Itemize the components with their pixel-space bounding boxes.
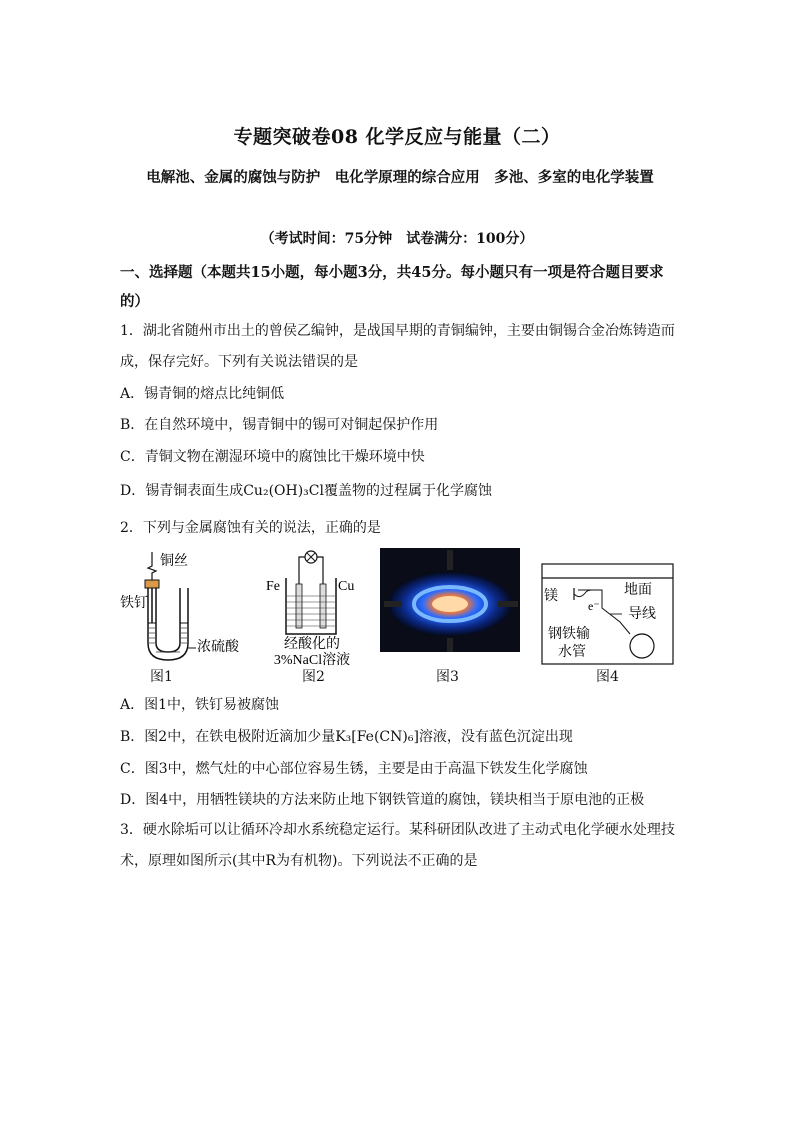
question-2-option-a: A．图1中，铁钉易被腐蚀 (120, 697, 280, 713)
question-2-stem: 2．下列与金属腐蚀有关的说法，正确的是 (120, 520, 381, 536)
figure-3 (380, 548, 520, 688)
figure-2 (266, 548, 378, 688)
question-1-option-c: C．青铜文物在潮湿环境中的腐蚀比干燥环境中快 (120, 449, 425, 465)
figure-1-label: 图1 (150, 669, 173, 685)
figure-1-copper-wire: 铜丝 (160, 554, 188, 569)
figure-2-solution-line-1: 经酸化的 (284, 637, 340, 652)
question-2-option-b: B．图2中，在铁电极附近滴加少量K₃[Fe(CN)₆]溶液，没有蓝色沉淀出现 (120, 729, 573, 745)
figure-2-label: 图2 (302, 669, 325, 685)
figure-row (118, 548, 678, 688)
question-2-option-c: C．图3中，燃气灶的中心部位容易生锈，主要是由于高温下铁发生化学腐蚀 (120, 761, 588, 777)
figure-1-diagram (118, 548, 258, 666)
exam-info: （考试时间：75分钟 试卷满分：100分） (260, 231, 534, 247)
figure-1 (118, 548, 258, 688)
question-2-option-d: D．图4中，用牺牲镁块的方法来防止地下钢铁管道的腐蚀，镁块相当于原电池的正极 (120, 792, 645, 808)
question-1-option-d: D．锡青铜表面生成Cu₂(OH)₃Cl覆盖物的过程属于化学腐蚀 (120, 483, 492, 499)
figure-2-cu-label: Cu (338, 579, 355, 594)
figure-2-fe-label: Fe (266, 579, 280, 594)
figure-1-acid: 浓硫酸 (197, 640, 239, 655)
section-heading: 一、选择题（本题共15小题，每小题3分，共45分。每小题只有一项是符合题目要求的） (120, 264, 664, 310)
figure-2-solution-line-2: 3%NaCl溶液 (273, 653, 351, 666)
question-1-option-b: B．在自然环境中，锡青铜中的锡可对铜起保护作用 (120, 417, 439, 433)
question-3-stem: 3．硬水除垢可以让循环冷却水系统稳定运行。某科研团队改进了主动式电化学硬水处理技术，原理如图所示(其中R为有机物)。下列说法不正确的是 (120, 822, 675, 869)
figure-4-wire-label: 导线 (628, 607, 656, 622)
page-title: 专题突破卷08 化学反应与能量（二） (233, 126, 561, 148)
figure-4-pipe-line-1: 钢铁输 (548, 627, 590, 642)
question-1-stem: 1．湖北省随州市出土的曾侯乙编钟，是战国早期的青铜编钟，主要由铜锡合金冶炼铸造而成，保存完好。下列有关说法错误的是 (120, 323, 675, 370)
gas-burner-photo (380, 548, 520, 652)
question-1-option-a: A．锡青铜的熔点比纯铜低 (120, 386, 285, 402)
page-subtitle: 电解池、金属的腐蚀与防护 电化学原理的综合应用 多池、多室的电化学装置 (146, 169, 654, 186)
figure-4-diagram (540, 548, 678, 666)
figure-4 (540, 548, 678, 688)
figure-4-label: 图4 (596, 669, 619, 685)
figure-4-mg-label: 镁 (544, 589, 558, 604)
figure-2-diagram (266, 548, 378, 666)
figure-4-pipe-line-2: 水管 (558, 645, 586, 660)
figure-1-iron-nail: 铁钉 (120, 596, 148, 611)
figure-3-label: 图3 (436, 669, 459, 685)
figure-4-ground-label: 地面 (624, 583, 652, 598)
figure-4-electron-label: e⁻ (588, 599, 600, 613)
